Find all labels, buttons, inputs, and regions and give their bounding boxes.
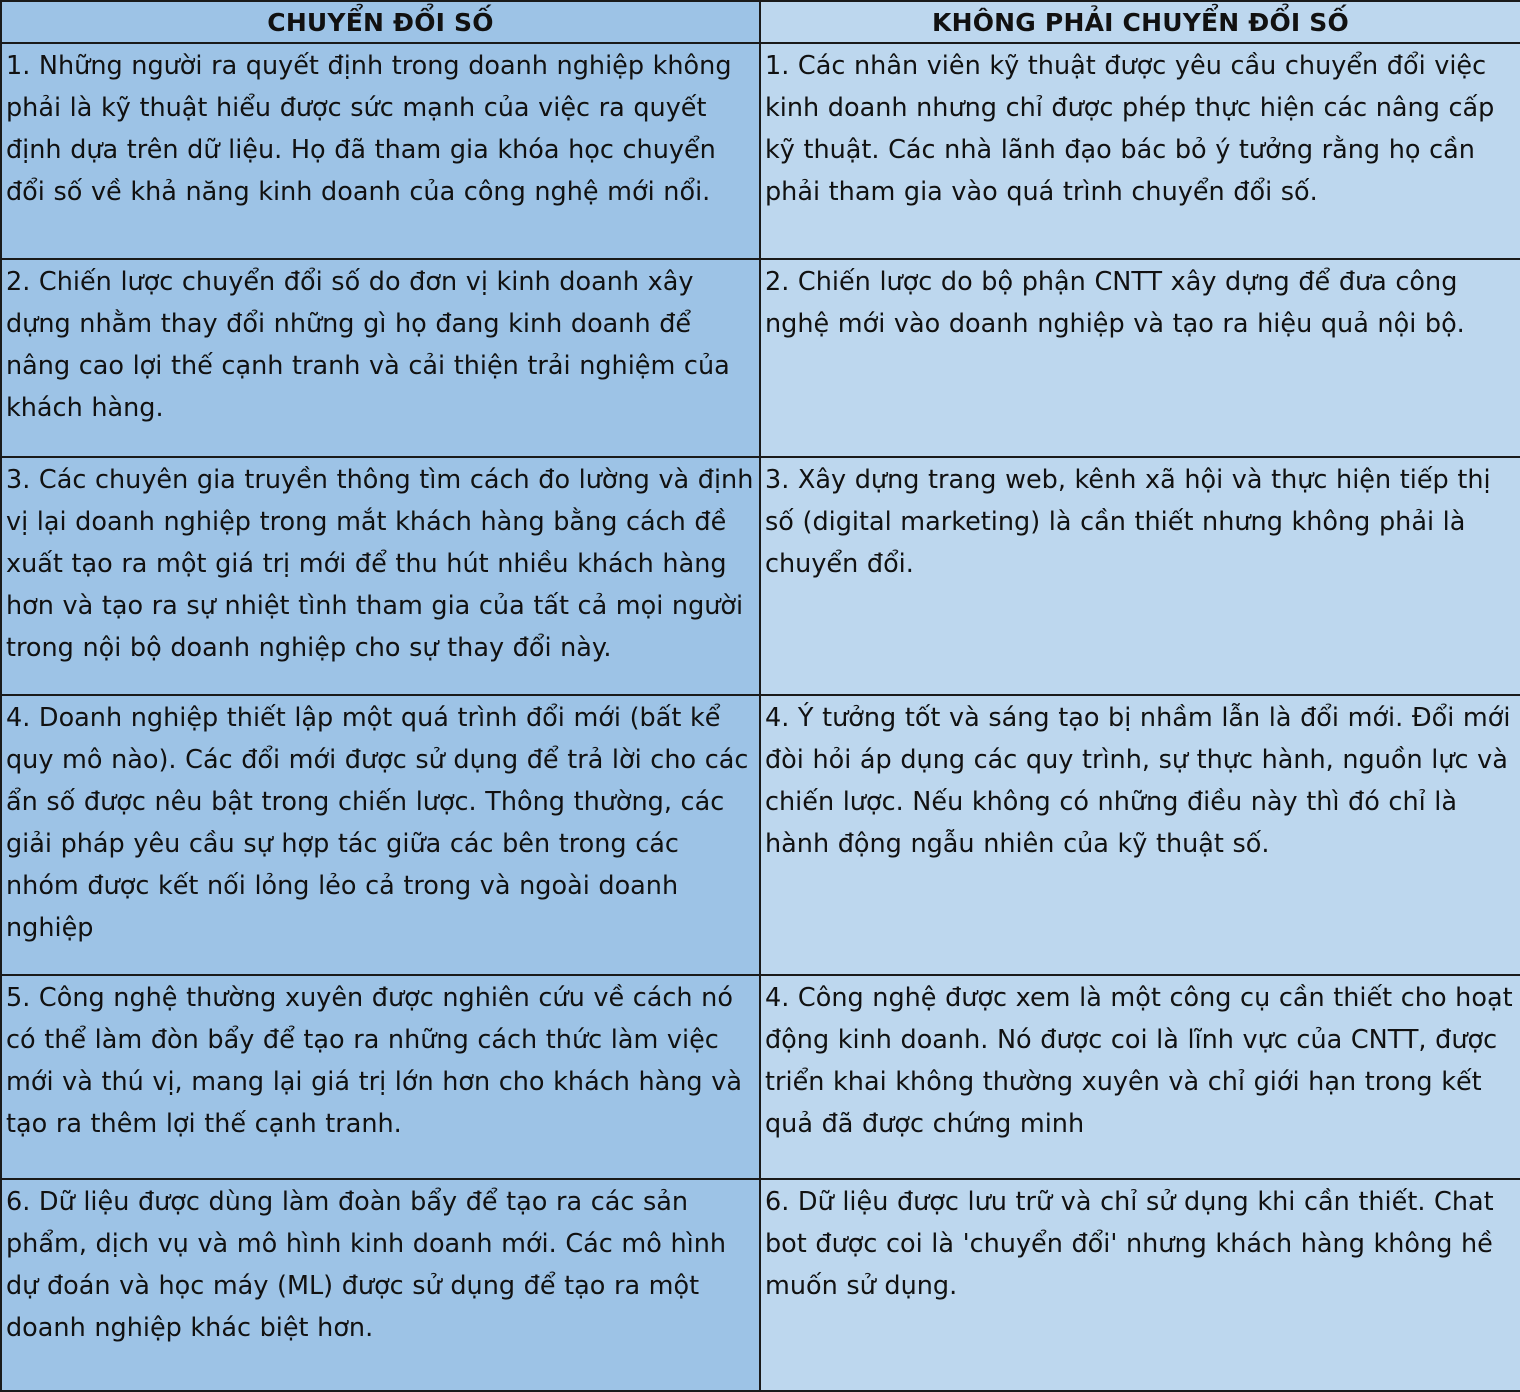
cell-not-digital-transformation-6: 6. Dữ liệu được lưu trữ và chỉ sử dụng khi cần thiết. Chat bot được coi là 'chuyển đổi' nhưng khách hàng không hề muốn sử dụng. [760, 1179, 1520, 1391]
cell-digital-transformation-5: 5. Công nghệ thường xuyên được nghiên cứu về cách nó có thể làm đòn bẩy để tạo ra những cách thức làm việc mới và thú vị, mang lại giá trị lớn hơn cho khách hàng và tạo ra thêm lợi thế cạnh tranh. [1, 975, 760, 1179]
table-row [1, 457, 1520, 695]
header-row [1, 1, 1520, 43]
table-row [1, 975, 1520, 1179]
table-row [1, 695, 1520, 975]
table-row [1, 1179, 1520, 1391]
cell-digital-transformation-4: 4. Doanh nghiệp thiết lập một quá trình đổi mới (bất kể quy mô nào). Các đổi mới được sử dụng để trả lời cho các ẩn số được nêu bật trong chiến lược. Thông thường, các giải pháp yêu cầu sự hợp tác giữa các bên trong các nhóm được kết nối lỏng lẻo cả trong và ngoài doanh nghiệp [1, 695, 760, 975]
cell-digital-transformation-6: 6. Dữ liệu được dùng làm đoàn bẩy để tạo ra các sản phẩm, dịch vụ và mô hình kinh doanh mới. Các mô hình dự đoán và học máy (ML) được sử dụng để tạo ra một doanh nghiệp khác biệt hơn. [1, 1179, 760, 1391]
table-row [1, 43, 1520, 259]
cell-digital-transformation-3: 3. Các chuyên gia truyền thông tìm cách đo lường và định vị lại doanh nghiệp trong mắt khách hàng bằng cách đề xuất tạo ra một giá trị mới để thu hút nhiều khách hàng hơn và tạo ra sự nhiệt tình tham gia của tất cả mọi người trong nội bộ doanh nghiệp cho sự thay đổi này. [1, 457, 760, 695]
cell-not-digital-transformation-3: 3. Xây dựng trang web, kênh xã hội và thực hiện tiếp thị số (digital marketing) là cần thiết nhưng không phải là chuyển đổi. [760, 457, 1520, 695]
cell-not-digital-transformation-1: 1. Các nhân viên kỹ thuật được yêu cầu chuyển đổi việc kinh doanh nhưng chỉ được phép thực hiện các nâng cấp kỹ thuật. Các nhà lãnh đạo bác bỏ ý tưởng rằng họ cần phải tham gia vào quá trình chuyển đổi số. [760, 43, 1520, 259]
header-not-digital-transformation: KHÔNG PHẢI CHUYỂN ĐỔI SỐ [760, 1, 1520, 43]
cell-not-digital-transformation-4: 4. Ý tưởng tốt và sáng tạo bị nhầm lẫn là đổi mới. Đổi mới đòi hỏi áp dụng các quy trình, sự thực hành, nguồn lực và chiến lược. Nếu không có những điều này thì đó chỉ là hành động ngẫu nhiên của kỹ thuật số. [760, 695, 1520, 975]
cell-not-digital-transformation-2: 2. Chiến lược do bộ phận CNTT xây dựng để đưa công nghệ mới vào doanh nghiệp và tạo ra hiệu quả nội bộ. [760, 259, 1520, 457]
cell-digital-transformation-1: 1. Những người ra quyết định trong doanh nghiệp không phải là kỹ thuật hiểu được sức mạnh của việc ra quyết định dựa trên dữ liệu. Họ đã tham gia khóa học chuyển đổi số về khả năng kinh doanh của công nghệ mới nổi. [1, 43, 760, 259]
table-row [1, 259, 1520, 457]
cell-digital-transformation-2: 2. Chiến lược chuyển đổi số do đơn vị kinh doanh xây dựng nhằm thay đổi những gì họ đang kinh doanh để nâng cao lợi thế cạnh tranh và cải thiện trải nghiệm của khách hàng. [1, 259, 760, 457]
header-digital-transformation: CHUYỂN ĐỔI SỐ [1, 1, 760, 43]
cell-not-digital-transformation-5: 4. Công nghệ được xem là một công cụ cần thiết cho hoạt động kinh doanh. Nó được coi là lĩnh vực của CNTT, được triển khai không thường xuyên và chỉ giới hạn trong kết quả đã được chứng minh [760, 975, 1520, 1179]
